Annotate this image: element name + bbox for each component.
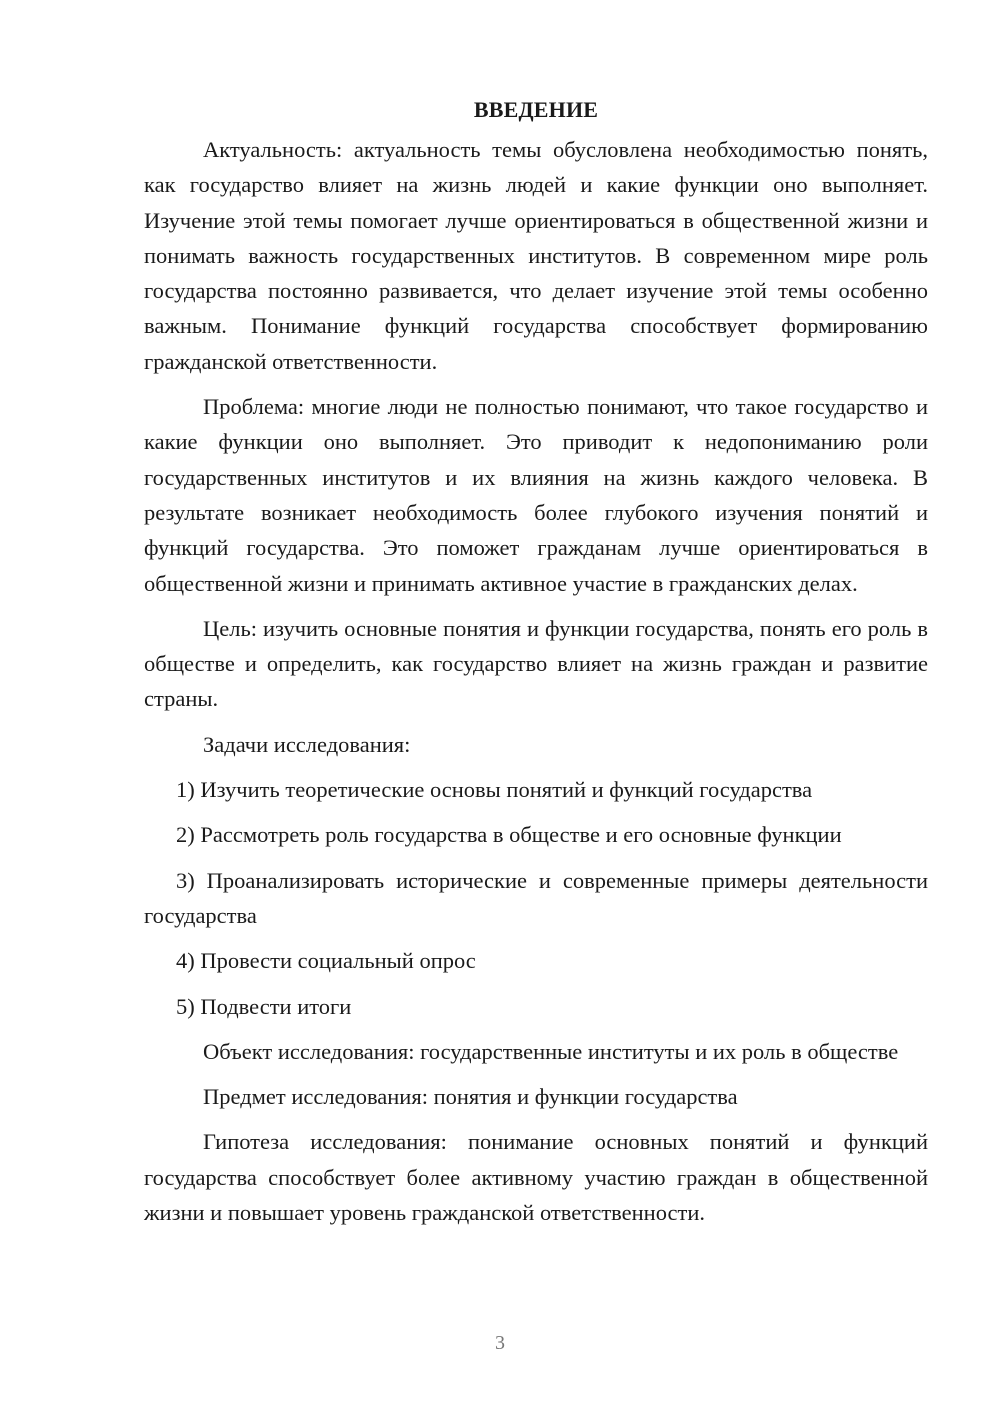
page-number: 3 [495,1332,505,1354]
list-item: 4) Провести социальный опрос [176,948,476,974]
document-page [144,92,928,1240]
page-title: ВВЕДЕНИЕ [473,97,599,122]
tasks-list [144,772,928,1024]
subject-paragraph: Предмет исследования: понятия и функции государства [203,1084,738,1110]
list-item: 2) Рассмотреть роль государства в обществе и его основные функции [176,822,842,848]
relevance-paragraph: Актуальность: актуальность темы обусловлена необходимостью понять, как государство влияет на жизнь людей и какие функции оно выполняет. Изучение этой темы помогает лучше ориентироваться в общественной жизни и понимать важность государственных институтов. В современном мире роль государства постоянно развивается, что делает изучение этой темы особенно важным. Понимание функций государства способствует формированию гражданской ответственности. [144,137,928,374]
tasks-title: Задачи исследования: [203,731,411,757]
object-paragraph: Объект исследования: государственные институты и их роль в обществе [203,1038,899,1064]
list-item: 1) Изучить теоретические основы понятий и функций государства [176,777,813,803]
list-item: 3) Проанализировать исторические и современные примеры деятельности государства [144,867,928,928]
goal-paragraph: Цель: изучить основные понятия и функции государства, понять его роль в обществе и определить, как государство влияет на жизнь граждан и развитие страны. [144,615,928,712]
problem-paragraph: Проблема: многие люди не полностью понимают, что такое государство и какие функции оно выполняет. Это приводит к недопониманию роли государственных институтов и их влияния на жизнь каждого человека. В результате возникает необходимость более глубокого изучения понятий и функций государства. Это поможет гражданам лучше ориентироваться в общественной жизни и принимать активное участие в гражданских делах. [144,394,928,596]
list-item: 5) Подвести итоги [176,993,352,1019]
hypothesis-paragraph: Гипотеза исследования: понимание основных понятий и функций государства способствует более активному участию граждан в общественной жизни и повышает уровень гражданской ответственности. [144,1129,928,1226]
